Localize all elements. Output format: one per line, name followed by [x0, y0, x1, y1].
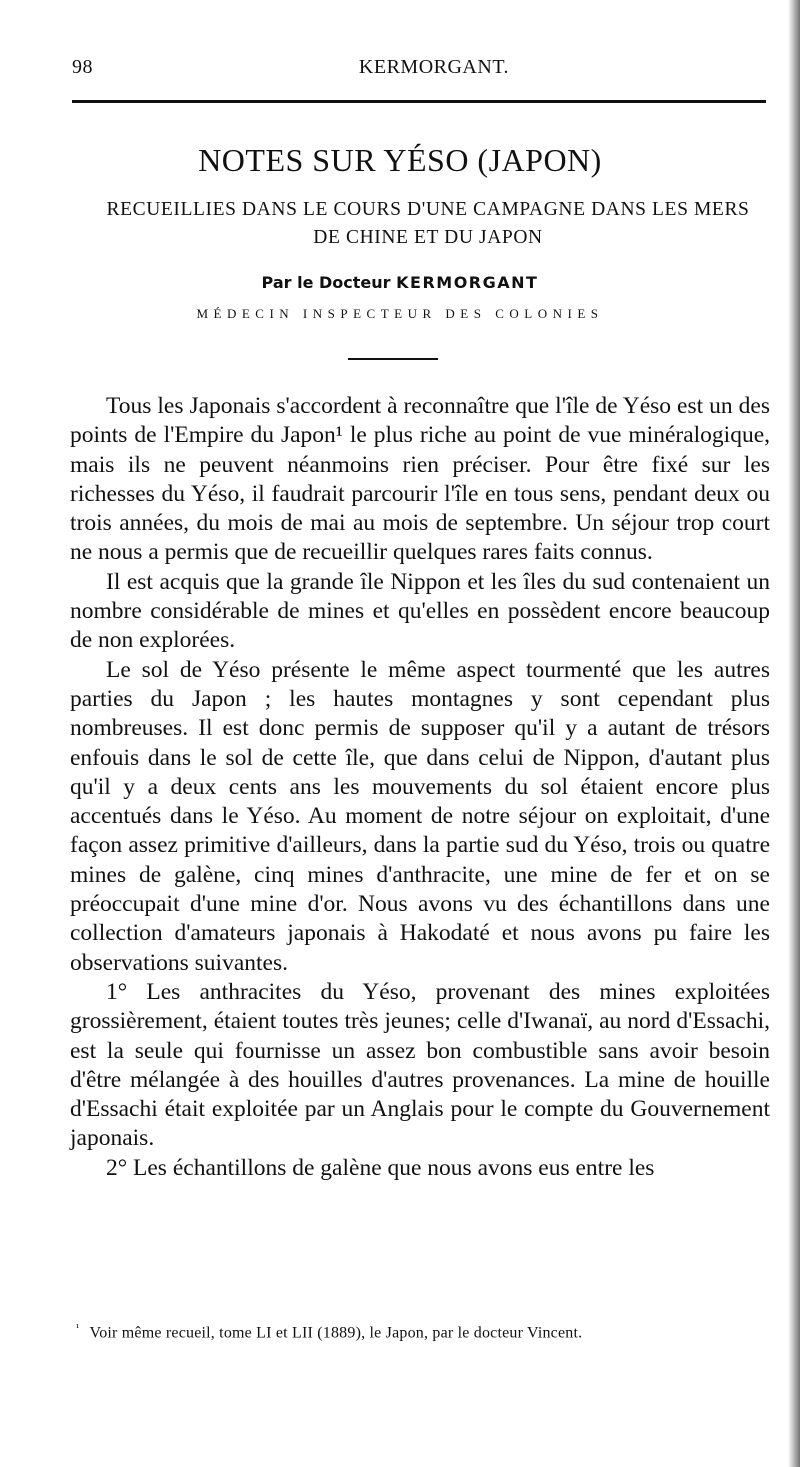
paragraph: Il est acquis que la grande île Nippon et les îles du sud contenaient un nombre considérable de mines et qu'elles en possèdent encore beaucoup de non explorées.: [70, 568, 770, 654]
paragraph: Tous les Japonais s'accordent à reconnaître que l'île de Yéso est un des points de l'Empire du Japon¹ le plus riche au point de vue minéralogique, mais ils ne peuvent néanmoins rien préciser. Pour être fixé sur les richesses du Yéso, il faudrait parcourir l'île en tous sens, pendant deux ou trois années, du mois de mai au mois de septembre. Un séjour trop court ne nous a permis que de recueillir quelques rares faits connus.: [70, 393, 770, 566]
paragraph: 2° Les échantillons de galène que nous avons eus entre les: [106, 1154, 655, 1181]
title-rule: [348, 358, 438, 360]
author-name: KERMORGANT: [396, 273, 539, 292]
byline: [0, 273, 800, 292]
page-edge-shadow: [788, 0, 800, 1467]
page-number: 98: [72, 56, 93, 78]
footnote: [76, 1322, 766, 1342]
running-head: [72, 56, 756, 82]
footnote-text: Voir même recueil, tome LI et LII (1889), le Japon, par le docteur Vincent.: [89, 1324, 583, 1342]
header-rule: [72, 100, 766, 103]
byline-prefix: Par le Docteur: [261, 273, 391, 292]
article-body: [70, 392, 770, 1183]
footnote-mark: ¹: [76, 1322, 80, 1334]
paragraph: Le sol de Yéso présente le même aspect tourmenté que les autres parties du Japon ; les hautes montagnes y sont cependant plus nombreuses. Il est donc permis de supposer qu'il y a autant de trésors enfouis dans le sol de cette île, que dans celui de Nippon, d'autant plus qu'il y a deux cents ans les mouvements du sol étaient encore plus accentués dans le Yéso. Au moment de notre séjour on exploitait, d'une façon assez primitive d'ailleurs, dans la partie sud du Yéso, trois ou quatre mines de galène, cinq mines d'anthracite, une mine de fer et on se préoccupait d'une mine d'or. Nous avons vu des échantillons dans une collection d'amateurs japonais à Hakodaté et nous avons pu faire les observations suivantes.: [70, 656, 770, 976]
article-subtitle: RECUEILLIES DANS LE COURS D'UNE CAMPAGNE DANS LES MERS DE CHINE ET DU JAPON: [106, 199, 750, 248]
paragraph: 1° Les anthracites du Yéso, provenant des mines exploitées grossièrement, étaient toutes très jeunes; celle d'Iwanaï, au nord d'Essachi, est la seule qui fournisse un assez bon combustible sans avoir besoin d'être mélangée à des houilles d'autres provenances. La mine de houille d'Essachi était exploitée par un Anglais pour le compte du Gouvernement japonais.: [70, 978, 770, 1152]
author-affiliation: MÉDECIN INSPECTEUR DES COLONIES: [196, 306, 604, 321]
article-title: NOTES SUR YÉSO (JAPON): [198, 142, 602, 178]
running-title: KERMORGANT.: [358, 56, 510, 78]
